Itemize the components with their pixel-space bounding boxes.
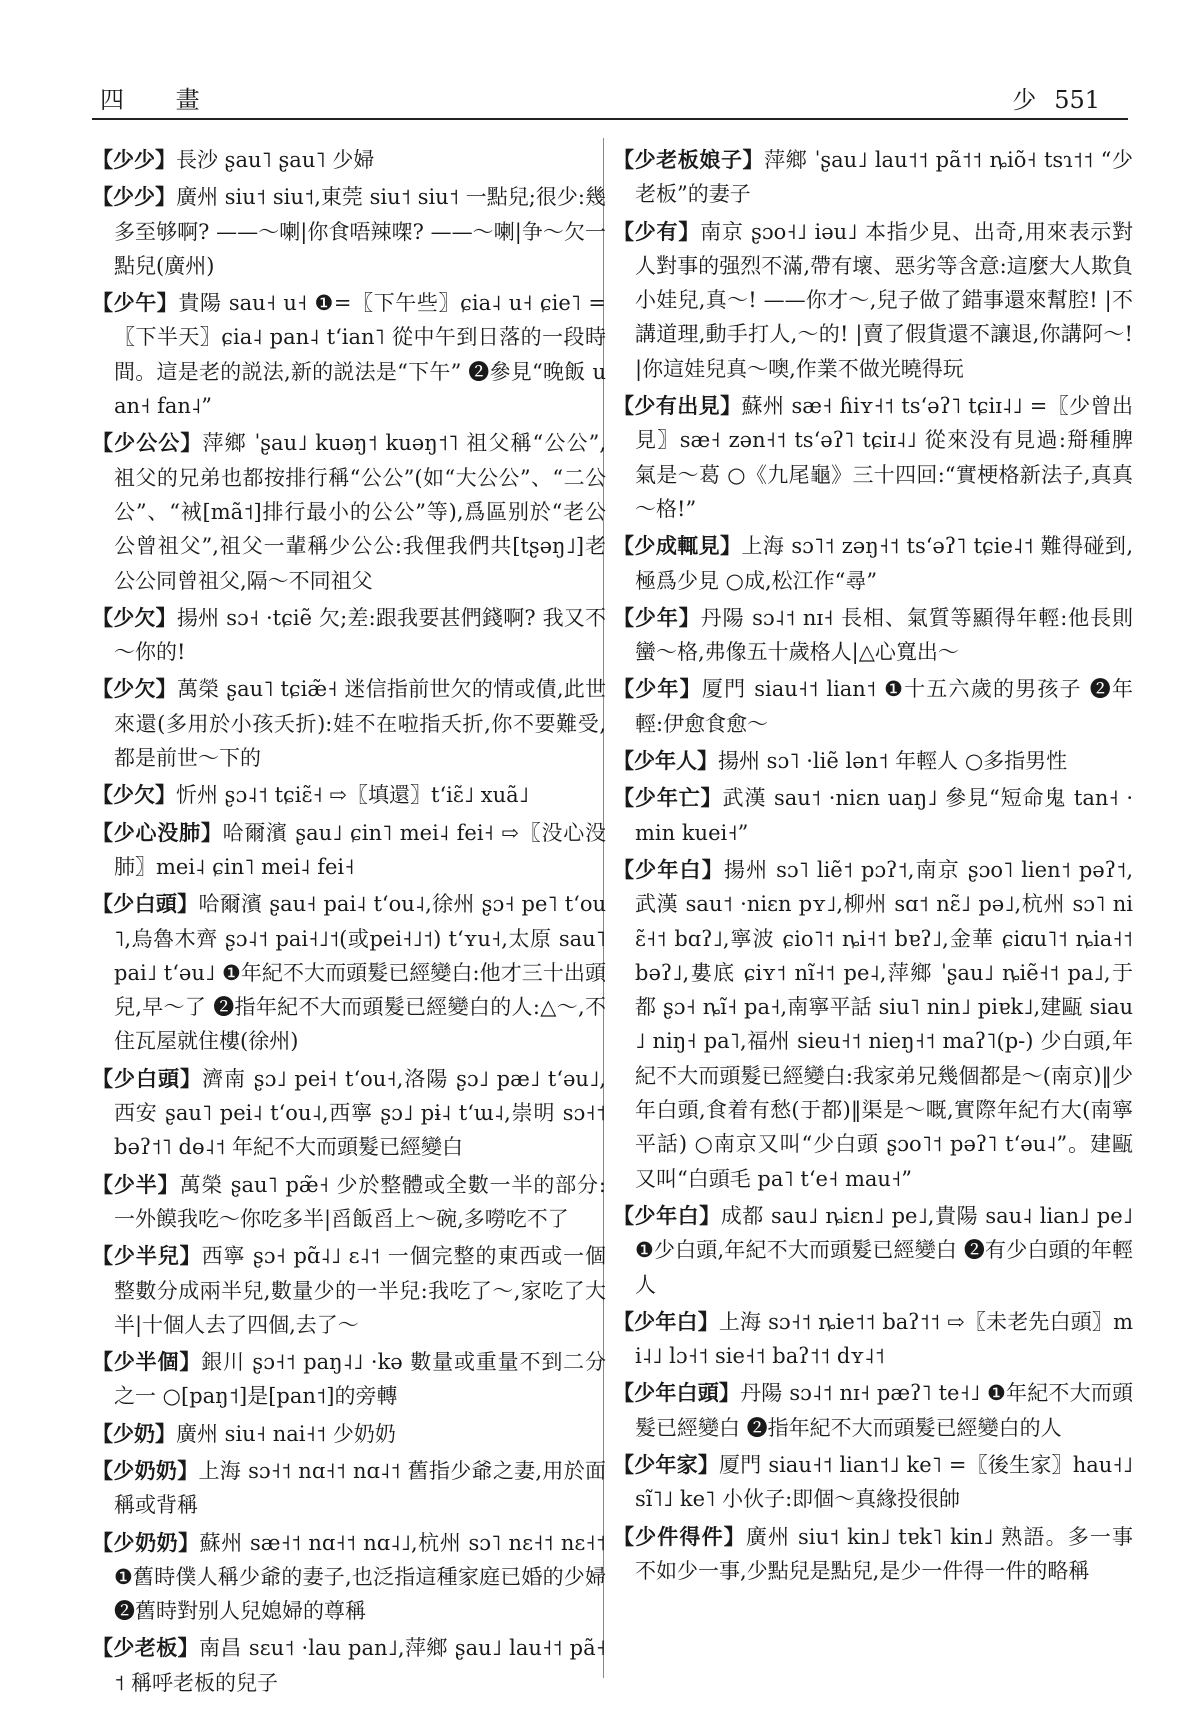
dictionary-entry [613,389,1133,526]
entry-headword: 【少年白】 [613,1309,719,1334]
dictionary-entry [92,180,606,283]
entry-definition: 西寧 ʂɔ˧ pɑ̃˨˩ ɛ˨˦ 一個完整的東西或一個整數分成兩半兒,數量少的一半兒:我吃了～,家吃了大半|十個人去了四個,去了～ [114,1244,607,1337]
dictionary-entry [92,1526,606,1629]
entry-definition: 南昌 sɛu˦ ·lau pan˩,萍鄉 ʂau˩ lau˧˦ pã˧˦ 稱呼老板的兒子 [114,1636,606,1695]
entry-definition: 揚州 sɔ˧ ·tɕiẽ 欠;差:跟我要甚們錢啊? 我又不～你的! [114,605,607,665]
entry-headword: 【少奶奶】 [92,1458,199,1483]
entry-headword: 【少欠】 [92,605,177,630]
dictionary-entry [613,1199,1133,1302]
dictionary-entry [613,781,1133,850]
entry-headword: 【少有】 [613,219,701,244]
entry-definition: 銀川 ʂɔ˧˦ paŋ˨˩ ·kə 數量或重量不到二分之一 ○[paŋ˦]是[pan˦]的旁轉 [114,1350,606,1409]
entry-definition: 厦門 siau˧˦ lian˦ ❶十五六歲的男孩子 ❷年輕:伊愈食愈～ [635,677,1133,736]
dictionary-entry [613,1448,1133,1517]
entry-headword: 【少白頭】 [92,1066,203,1091]
entry-headword: 【少年】 [613,677,702,702]
dictionary-entry [613,672,1133,741]
entry-headword: 【少白頭】 [92,892,199,917]
dictionary-entry [92,672,606,775]
entry-definition: 萬榮 ʂau˥ pæ̃˧ 少於整體或全數一半的部分:一外饃我吃～你吃多半|舀飯舀上～碗,多嘮吃不了 [114,1172,606,1231]
entry-headword: 【少少】 [92,185,177,210]
dictionary-entry [613,853,1133,1196]
dictionary-entry [92,1168,606,1237]
entry-headword: 【少欠】 [92,783,176,808]
entry-headword: 【少半兒】 [92,1244,202,1269]
page-number: 551 [1054,86,1100,114]
dictionary-entry [92,601,606,670]
dictionary-entry [92,816,606,885]
running-head-char: 少 [1012,86,1037,114]
page-header [92,78,1128,120]
entry-definition: 廣州 siu˧ nai˧˦ 少奶奶 [176,1421,396,1446]
entry-headword: 【少年家】 [613,1452,720,1477]
entry-headword: 【少年白】 [613,857,724,882]
entry-definition: 厦門 siau˧˦ lian˦˩ ke˥ =〖後生家〗hau˧˩ sĩ˥˩ ke˥ 小伙子:即個～真緣投很帥 [635,1452,1134,1512]
dictionary-entry [92,426,606,597]
entry-definition: 哈爾濱 ʂau˩ ɕin˥ mei˨ fei˧ ⇨〖没心没肺〗mei˨ ɕin˥ mei˨ fei˧ [114,820,607,879]
entry-definition: 廣州 siu˦ siu˦,東莞 siu˦ siu˦ 一點兒;很少:幾多至够啊? ——～喇|你食唔辣㗎? ——～喇|争～欠一點兒(廣州) [114,185,607,278]
dictionary-entry [613,1376,1133,1445]
dictionary-entry [613,143,1133,212]
entry-definition: 武漢 sau˦ ·niɛn uaŋ˩ 參見“短命鬼 tan˧ ·min kuei˧” [635,786,1133,845]
dictionary-entry [613,744,1133,778]
entry-definition: 長沙 ʂau˥ ʂau˥ 少婦 [176,148,375,172]
dictionary-entry [92,286,606,423]
entry-headword: 【少半】 [92,1172,180,1197]
entry-definition: 萬榮 ʂau˥ tɕiæ̃˧ 迷信指前世欠的情或債,此世來還(多用於小孩夭折):娃不在啦指夭折,你不要難受,都是前世～下的 [114,677,607,771]
entry-definition: 揚州 sɔ˥ ·liẽ lən˦ 年輕人 ○多指男性 [718,749,1068,774]
entry-definition: 貴陽 sau˧ u˧ ❶=〖下午些〗ɕia˨ u˧ ɕie˥ =〖下半天〗ɕia˨ pan˨ tʻian˥ 從中午到日落的一段時間。這是老的説法,新的説法是“下午” ❷參見“晚飯 uan˧ fan˨” [114,291,606,419]
entry-headword: 【少老板娘子】 [613,148,765,172]
dictionary-entry [92,1345,606,1414]
dictionary-entry [92,887,606,1058]
dictionary-entry [613,529,1133,598]
entry-definition: 上海 sɔ˧˦ ȵie˦˦ baʔ˦˦ ⇨〖未老先白頭〗mi˨˩ lɔ˧˦ sie˧˦ baʔ˦˦ dʏ˨˦ [635,1309,1134,1369]
entry-headword: 【少心没肺】 [92,820,223,845]
entry-definition: 萍鄉 ˈʂau˩ kuəŋ˦ kuəŋ˦˥ 祖父稱“公公”,祖父的兄弟也都按排行稱“公公”(如“大公公”、“二公公”、“䘬[mã˦]排行最小的公公”等),爲區别於“老公公曾祖父”,祖父一輩稱少公公:我俚我們共[tʂəŋ˩]老公公同曾祖父,隔～不同祖父 [114,431,607,593]
entry-definition: 上海 sɔ˧˦ nɑ˧˦ nɑ˨˦ 舊指少爺之妻,用於面稱或背稱 [114,1458,606,1518]
entry-definition: 丹陽 sɔ˨˦ nɪ˧ 長相、氣質等顯得年輕:他長則蠻～格,弗像五十歲格人|△心寬出～ [635,605,1134,665]
entry-definition: 廣州 siu˦ kin˩ tɐk˥ kin˩ 熟語。多一事不如少一事,少點兒是點兒,是少一件得一件的略稱 [635,1524,1134,1583]
entry-headword: 【少奶奶】 [92,1530,200,1555]
dictionary-entry [92,1239,606,1342]
dictionary-entry [92,1454,606,1523]
dictionary-entry [92,1417,606,1451]
dictionary-entry [92,778,606,812]
entry-headword: 【少老板】 [92,1636,200,1661]
entry-definition: 萍鄉 ˈʂau˩ lau˦˦ pã˦˦ ȵiõ˧ tsɿ˦˦ “少老板”的妻子 [635,148,1133,207]
entry-headword: 【少奶】 [92,1421,176,1446]
entry-definition: 蘇州 sæ˧˦ nɑ˧˦ nɑ˨˩,杭州 sɔ˥ nɛ˧˦ nɛ˧˦ ❶舊時僕人稱少爺的妻子,也泛指這種家庭已婚的少婦 ❷舊時對别人兒媳婦的尊稱 [114,1530,606,1624]
dictionary-entry [92,1062,606,1165]
entry-headword: 【少成輒見】 [613,534,742,559]
entry-headword: 【少年白】 [613,1203,721,1228]
entry-headword: 【少公公】 [92,431,203,456]
entry-definition: 哈爾濱 ʂau˧ pai˨ tʻou˨,徐州 ʂɔ˧ pe˥ tʻou˥,烏魯木齊 ʂɔ˨˦ pai˧˩˦(或pei˧˩˦) tʻʏu˧,太原 sau˥ pai˩ tʻəu˩ ❶年紀不大而頭髮已經變白:他才三十出頭兒,早～了 ❷指年紀不大而頭髮已經變白的人:△～,不住瓦屋就住樓(徐州) [114,892,607,1054]
dictionary-entry [613,1305,1133,1374]
entry-definition: 濟南 ʂɔ˩ pei˧ tʻou˧,洛陽 ʂɔ˩ pæ˩ tʻəu˩,西安 ʂau˥ pei˨ tʻou˨,西寧 ʂɔ˩ pɨ˨ tʻɯ˨,崇明 sɔ˧˦ bəʔ˦˥ dɵ˨˦ 年紀不大而頭髮已經變白 [114,1066,606,1160]
dictionary-entry [92,143,606,177]
section-title: 四 畫 [100,86,222,114]
dictionary-entry [613,1520,1133,1589]
entry-headword: 【少年人】 [613,749,718,774]
entry-definition: 上海 sɔ˥˦ zəŋ˧˦ tsʻəʔ˥ tɕie˨˦ 難得碰到,極爲少見 ○成,松江作“尋” [635,534,1134,593]
entry-definition: 揚州 sɔ˥ liẽ˦ pɔʔ˦,南京 ʂɔo˥ lien˦ pəʔ˦,武漢 sau˦ ·niɛn pʏ˩,柳州 sɑ˦ nɛ̃˩ pə˩,杭州 sɔ˥ niɛ̃˧˦ bɑʔ˩,寧波 ɕio˥˦ ȵi˧˦ bɐʔ˩,金華 ɕiɑu˥˦ ȵia˧˦ bəʔ˩,婁底 ɕiʏ˦ nĩ˧˦ pe˨,萍鄉 ˈʂau˩ ȵiẽ˧˦ pa˩,于都 ʂɔ˧ ȵĩ˧ pa˧,南寧平話 siu˥ nin˩ piɐk˩,建甌 siau˩ niŋ˧ pa˥,福州 sieu˧˦ nieŋ˧˦ maʔ˥(p-) 少白頭,年紀不大而頭髮已經變白:我家弟兄幾個都是～(南京)‖少年白頭,食着有愁(于都)‖渠是～嘅,實際年紀冇大(南寧平話) ○南京又叫“少白頭 ʂɔo˥˦ pəʔ˥ tʻəu˨”。建甌又叫“白頭毛 pa˥ tʻe˧ mau˧” [635,857,1133,1191]
entry-headword: 【少午】 [92,291,179,316]
left-column [92,143,606,1703]
entry-definition: 丹陽 sɔ˨˦ nɪ˧ pæʔ˥ te˧˩ ❶年紀不大而頭髮已經變白 ❷指年紀不大而頭髮已經變白的人 [635,1381,1133,1440]
entry-headword: 【少欠】 [92,677,177,702]
entry-headword: 【少半個】 [92,1350,202,1375]
entry-headword: 【少有出見】 [613,394,742,419]
entry-definition: 南京 ʂɔo˧˩ iəu˩ 本指少見、出奇,用來表示對人對事的强烈不滿,帶有壞、惡劣等含意:這麼大人欺負小娃兒,真～! ——你才～,兒子做了錯事還來幫腔! |不講道理,動手打人,～的! |賣了假貨還不讓退,你講阿～! |你這娃兒真～噢,作業不做光曉得玩 [635,219,1134,381]
entry-headword: 【少少】 [92,148,176,172]
dictionary-entry [613,601,1133,670]
entry-definition: 蘇州 sæ˧ ɦiʏ˧˦ tsʻəʔ˥ tɕiɪ˨˩ =〖少曾出見〗sæ˧ zən˧˦ tsʻəʔ˥ tɕiɪ˨˩ 從來没有見過:搿種脾氣是～葛 ○《九尾龜》三十四回:“實梗格新法子,真真～格!” [635,394,1134,521]
dictionary-entry [92,1631,606,1700]
entry-headword: 【少年白頭】 [613,1381,741,1406]
entry-headword: 【少年亡】 [613,786,723,811]
entry-headword: 【少年】 [613,605,701,630]
right-column [613,143,1133,1591]
entry-definition: 忻州 ʂɔ˨˦ tɕiɛ̃˧ ⇨〖填還〗tʻiɛ̃˩ xuã˩ [176,783,530,808]
entry-definition: 成都 sau˩ ȵiɛn˩ pe˩,貴陽 sau˨ lian˩ pe˩ ❶少白頭,年紀不大而頭髮已經變白 ❷有少白頭的年輕人 [635,1203,1134,1297]
dictionary-entry [613,215,1133,386]
entry-headword: 【少件得件】 [613,1524,746,1549]
running-head [1012,80,1100,115]
